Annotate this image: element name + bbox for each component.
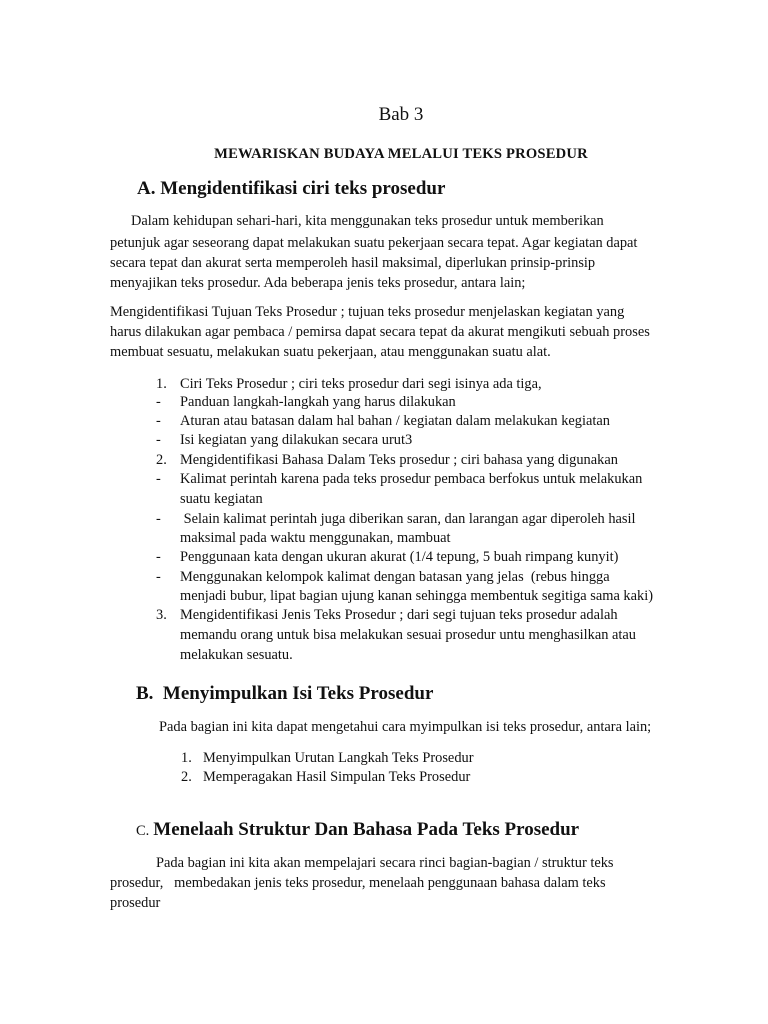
list-item-text: Mengidentifikasi Bahasa Dalam Teks prosedur ; ciri bahasa yang digunakan (180, 452, 618, 468)
list-marker: - (156, 394, 161, 410)
list-item-text: melakukan sesuatu. (180, 647, 293, 663)
list-marker: 3. (156, 607, 167, 623)
list-item-text: maksimal pada waktu menggunakan, mambuat (180, 530, 451, 546)
list-item-text: menjadi bubur, lipat bagian ujung kanan sehingga membentuk segitiga sama kaki) (180, 588, 653, 604)
section-c-letter: C. (136, 823, 150, 839)
paragraph-line: membuat sesuatu, melakukan suatu pekerjaan, atau menggunakan suatu alat. (110, 344, 551, 360)
list-item-text: suatu kegiatan (180, 491, 263, 507)
list-marker: - (156, 511, 161, 527)
paragraph-line: Dalam kehidupan sehari-hari, kita menggunakan teks prosedur untuk memberikan (131, 213, 604, 229)
list-marker: - (156, 432, 161, 448)
section-c-heading (136, 819, 579, 841)
section-b-intro: Pada bagian ini kita dapat mengetahui cara myimpulkan isi teks prosedur, antara lain; (159, 719, 652, 735)
chapter-label: Bab 3 (378, 104, 424, 125)
section-b-heading: B. Menyimpulkan Isi Teks Prosedur (136, 683, 434, 704)
list-marker: 2. (156, 452, 167, 468)
list-item-text: Kalimat perintah karena pada teks prosedur pembaca berfokus untuk melakukan (180, 471, 643, 487)
document-title: MEWARISKAN BUDAYA MELALUI TEKS PROSEDUR (214, 146, 588, 162)
list-item-text: Menyimpulkan Urutan Langkah Teks Prosedur (203, 750, 474, 766)
paragraph-line: secara tepat dan akurat serta memperoleh hasil maksimal, diperlukan prinsip-prinsip (110, 255, 596, 271)
list-item-text: Memperagakan Hasil Simpulan Teks Prosedur (203, 769, 471, 785)
list-item-text: Selain kalimat perintah juga diberikan saran, dan larangan agar diperoleh hasil (180, 511, 636, 527)
list-marker: - (156, 413, 161, 429)
list-item-text: Ciri Teks Prosedur ; ciri teks prosedur dari segi isinya ada tiga, (180, 376, 542, 392)
list-item-text: Panduan langkah-langkah yang harus dilakukan (180, 394, 456, 410)
paragraph-line: menyajikan teks prosedur. Ada beberapa jenis teks prosedur, antara lain; (110, 275, 526, 291)
list-marker: 2. (181, 769, 192, 785)
list-item-text: Penggunaan kata dengan ukuran akurat (1/4 tepung, 5 buah rimpang kunyit) (180, 549, 619, 565)
list-item-text: memandu orang untuk bisa melakukan sesuai prosedur untu menghasilkan atau (180, 627, 636, 643)
paragraph-line: harus dilakukan agar pembaca / pemirsa dapat secara tepat da akurat mengikuti sebuah proses (110, 324, 650, 340)
section-c-title: Menelaah Struktur Dan Bahasa Pada Teks Prosedur (153, 819, 580, 840)
list-item-text: Menggunakan kelompok kalimat dengan batasan yang jelas (rebus hingga (180, 569, 610, 585)
list-marker: 1. (156, 376, 167, 392)
list-item-text: Aturan atau batasan dalam hal bahan / kegiatan dalam melakukan kegiatan (180, 413, 610, 429)
paragraph-line: prosedur, membedakan jenis teks prosedur, menelaah penggunaan bahasa dalam teks (110, 875, 606, 891)
paragraph-line: Pada bagian ini kita akan mempelajari secara rinci bagian-bagian / struktur teks (156, 855, 614, 871)
paragraph-line: petunjuk agar seseorang dapat melakukan suatu pekerjaan secara tepat. Agar kegiatan dapat (110, 235, 638, 251)
section-a-heading: A. Mengidentifikasi ciri teks prosedur (137, 178, 446, 199)
list-marker: - (156, 569, 161, 585)
list-marker: - (156, 549, 161, 565)
paragraph-line: Mengidentifikasi Tujuan Teks Prosedur ; tujuan teks prosedur menjelaskan kegiatan yang (110, 304, 625, 320)
list-marker: - (156, 471, 161, 487)
list-item-text: Isi kegiatan yang dilakukan secara urut3 (180, 432, 413, 448)
list-item-text: Mengidentifikasi Jenis Teks Prosedur ; dari segi tujuan teks prosedur adalah (180, 607, 618, 623)
list-marker: 1. (181, 750, 192, 766)
paragraph-line: prosedur (110, 895, 161, 911)
